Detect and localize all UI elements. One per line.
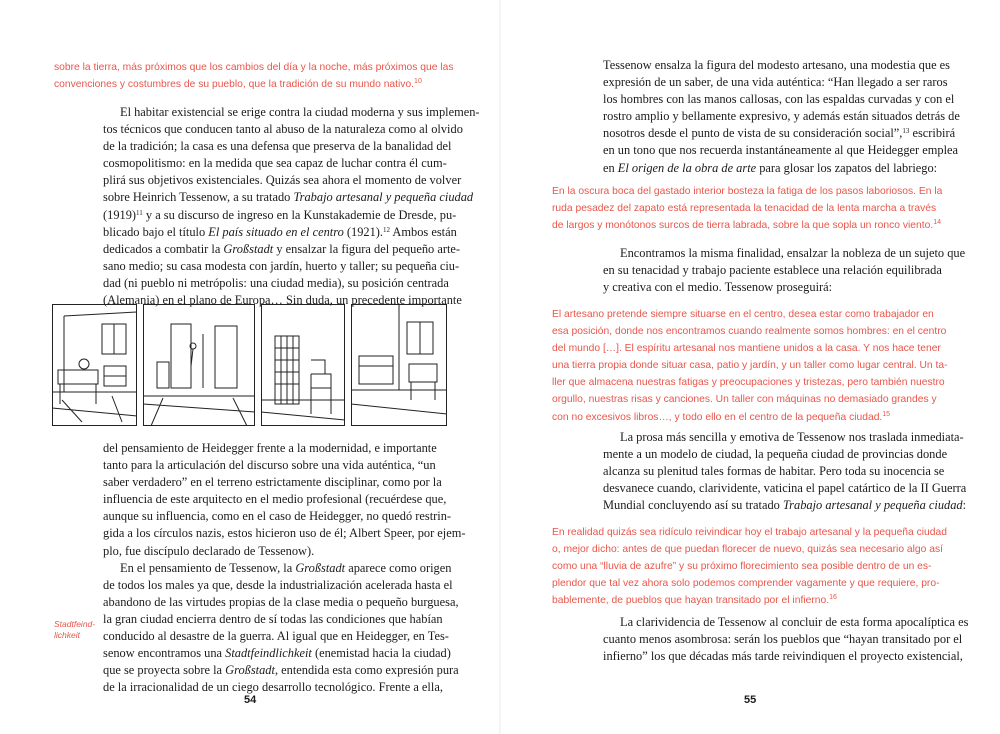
block-quote: En la oscura boca del gastado interior bosteza la fatiga de los pasos laboriosos. En la ruda pesadez del zapato está representada la tenacidad de la lenta marcha a través de largos y monótonos surcos de tierra labrada, sobre la que sopla un ronco viento.$^{14}$ (552, 186, 943, 232)
paragraph: La clarividencia de Tessenow al concluir de esta forma apocalíptica es cuanto menos asombrosa: serán los pueblos que “hayan transitado por el infierno” los que décadas más tarde reivindiquen el proyecto existencial, (603, 615, 969, 664)
footnote-ref: 12 (383, 225, 391, 234)
block-quote: En realidad quizás sea ridículo reivindicar hoy el trabajo artesanal y la pequeña ciudad o, mejor dicho: antes de que puedan florecer de nuevo, quizás sea necesario algo así como una “lluvia de azufre” y su próximo florecimiento sea posible dentro de un es- plendor que tal vez ahora solo podemos comprender vagamente y que requiere, pro- bablemente, de pueblos que hayan transitado por el infierno.$^{16}$ (552, 527, 947, 607)
paragraph: El habitar existencial se erige contra la ciudad moderna y sus implemen- tos técnicos que conducen tanto al abuso de la naturaleza como al olvido de la tradición; la casa es una defensa que preserva de la banalidad del cosmopolitismo: en la medida que sea capaz de luchar contra él cum- plirá sus objetivos existenciales. Quizás sea ahora el momento de volver sobre Heinrich Tessenow, a su tratado Trabajo artesanal y pequeña ciudad $(1919)^{11}$ y a su discurso de ingreso en la Kunstakademie de Dresde, pu- blicado bajo el título El país situado en el centro (1921).$^{12}$ Ambos están dedicados a combatir la Großstadt y ensalzar la figura del pequeño arte- sano medio; su casa modesta con jardín, huerto y taller; su pequeña ciu- dad (ni pueblo ni metrópolis: una ciudad media), su posición centrada (Alemania) en el plano de Europa… Sin duda, un precedente importante (103, 105, 480, 308)
page-number: 54 (244, 694, 257, 706)
footnote-ref: 10 (414, 78, 422, 86)
paragraph: Tessenow ensalza la figura del modesto artesano, una modestia que es expresión de un saber, de una vida auténtica: “Han llegado a ser raros los hombres con las manos callosas, con las espaldas curvadas y con el rostro amplio y bellamente expresivo, y además están situados detrás de nosotros desde el punto de vista de su consideración social”,$^{13}$ escribirá en un tono que nos recuerda instantáneamente al que Heidegger emplea en El origen de la obra de arte para glosar los zapatos del labriego: (603, 58, 960, 175)
page-number: 55 (744, 694, 757, 706)
right-page (500, 0, 1000, 734)
footnote-ref: 11 (136, 208, 143, 217)
illustration-room-4 (351, 304, 447, 426)
footnote-ref: 15 (882, 410, 891, 418)
illustration-room-2 (143, 304, 255, 426)
footnote-ref: 16 (829, 594, 837, 602)
paragraph: La prosa más sencilla y emotiva de Tessenow nos traslada inmediata- mente a un modelo de ciudad, la pequeña ciudad de provincias donde alcanza su plenitud tales formas de habitar. Pero toda su inocencia se desvanece cuando, clarividente, vaticina el papel catártico de la II Guerra Mundial concluyendo así su tratado Trabajo artesanal y pequeña ciudad: (603, 430, 967, 513)
footnote-ref: 14 (933, 219, 942, 227)
illustration-room-3 (261, 304, 345, 426)
block-quote-top: sobre la tierra, más próximos que los cambios del día y la noche, más próximos que las convenciones y costumbres de su pueblo, que la tradición de su mundo nativo.$^{10}$ (54, 62, 454, 91)
illustration-room-1 (52, 304, 137, 426)
block-quote: El artesano pretende siempre situarse en el centro, desea estar como trabajador en esa posición, donde nos encontramos cuando realmente somos hombres: en el centro del mundo […]. El espíritu artesanal nos mantiene unidos a la casa. Y nos hace tener una tierra propia donde situar casa, patio y jardín, y un taller como lugar central. Un ta- ller que almacena nuestras fatigas y preocupaciones y tristezas, pero también nuestro orgullo, nuestras risas y canciones. Un taller con máquinas no demasiado grandes y con no excesivos libros…, y todo ello en el centro de la pequeña ciudad.$^{15}$ (552, 309, 948, 423)
margin-note: Stadtfeind- lichkeit (54, 619, 96, 640)
paragraph: del pensamiento de Heidegger frente a la modernidad, e importante tanto para la articulación del discurso sobre una vida auténtica, “un saber verdadero” en el terreno estrictamente disciplinar, como por la influencia de este arquitecto en el medio profesional (recuérdese que, aunque su influencia, como en el caso de Heidegger, no quedó restrin- gida a los círculos nazis, estos hicieron uso de él; Albert Speer, por ejem- plo, fue discípulo declarado de Tessenow). En el pensamiento de Tessenow, la Großstadt aparece como origen de todos los males ya que, desde la industrialización acelerada hasta el abandono de las virtudes propias de la clase media o pequeño burguesa, la gran ciudad encierra dentro de sí todas las condiciones que habían conducido al desastre de la guerra. Al igual que en Heidegger, en Tes- senow encontramos una Stadtfeindlichkeit (enemistad hacia la ciudad) que se proyecta sobre la Großstadt, entendida esta como expresión pura de la irracionalidad de un ciego desarrollo tecnológico. Frente a ella, (103, 441, 466, 695)
footnote-ref: 13 (902, 127, 910, 136)
paragraph: Encontramos la misma finalidad, ensalzar la nobleza de un sujeto que en su tenacidad y trabajo paciente establece una relación equilibrada y creativa con el medio. Tessenow proseguirá: (603, 246, 966, 295)
